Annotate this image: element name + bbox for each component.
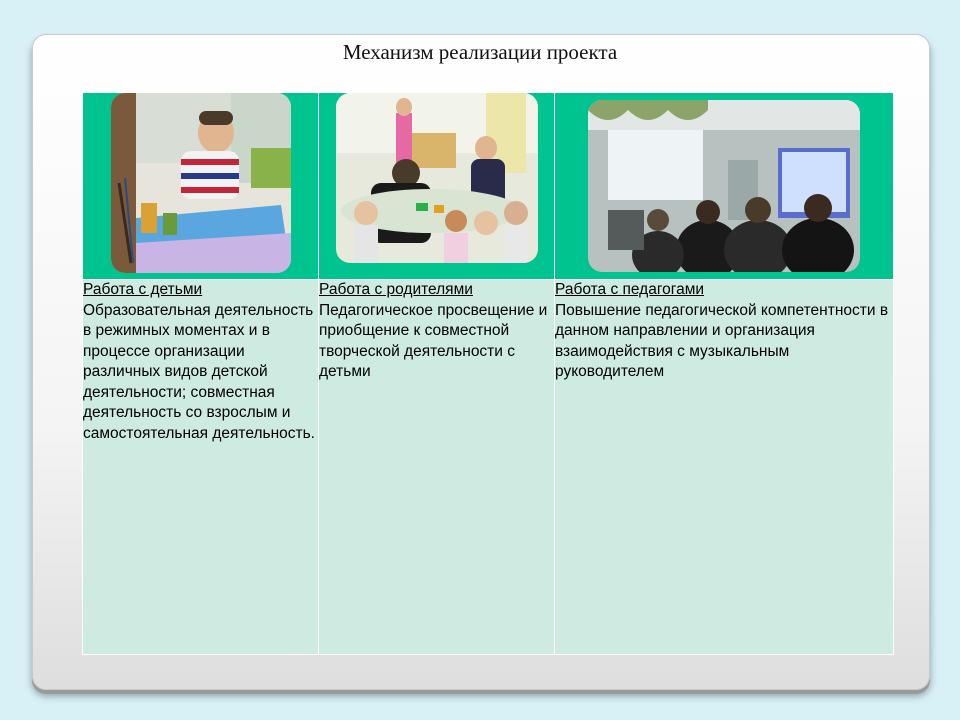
- parents-text: Педагогическое просвещение и приобщение к совместной творческой деятельности с детьми: [319, 301, 548, 380]
- teachers-text: Повышение педагогической компетентности в данном направлении и организация взаимодействия с музыкальным руководителем: [555, 301, 889, 380]
- teachers-meeting-photo: [588, 100, 860, 272]
- children-heading: Работа с детьми: [83, 281, 203, 298]
- children-text: Образовательная деятельность в режимных моментах и в процессе организации различных видов детской деятельности; совместная деятельность со взрослым и самостоятельная деятельность.: [83, 301, 315, 442]
- column-parents: [319, 280, 555, 655]
- child-painting-photo: [111, 93, 291, 273]
- photo-cell-parents: [319, 93, 555, 280]
- slide-title: Механизм реализации проекта: [342, 40, 618, 64]
- photo-cell-children: [83, 93, 319, 280]
- photo-cell-teachers: [555, 93, 894, 280]
- parents-and-children-photo: [336, 93, 538, 263]
- column-children: [83, 280, 319, 655]
- column-teachers: [555, 280, 894, 655]
- project-table: [82, 92, 894, 655]
- teachers-heading: Работа с педагогами: [555, 281, 705, 298]
- text-row: [83, 280, 894, 655]
- photo-row: [83, 93, 894, 280]
- parents-heading: Работа с родителями: [319, 281, 473, 298]
